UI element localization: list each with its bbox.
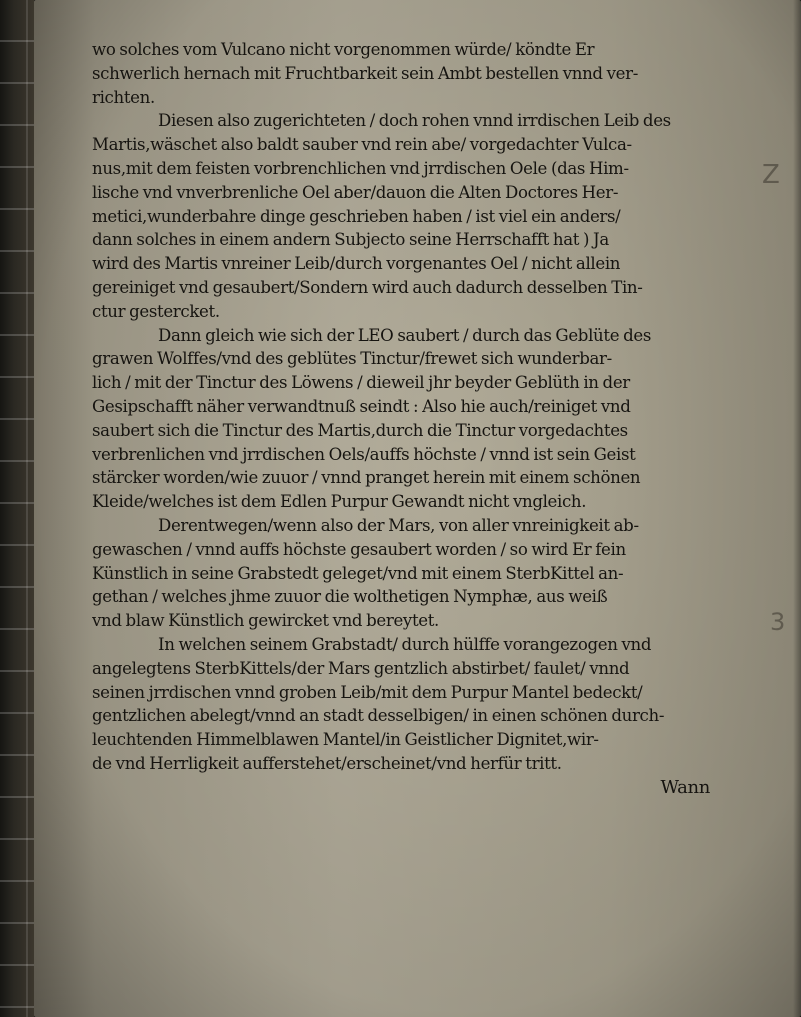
text-line: In welchen seinem Grabstadt/ durch hülffe vorangezogen vnd <box>158 634 652 654</box>
text-line: stärcker worden/wie zuuor / vnnd pranget herein mit einem schönen <box>92 468 641 488</box>
catchword: Wann <box>660 776 710 798</box>
book-page <box>34 0 801 1017</box>
text-line: seinen jrrdischen vnnd groben Leib/mit dem Purpur Mantel bedeckt/ <box>92 682 643 702</box>
text-line: gentzlichen abelegt/vnnd an stadt desselbigen/ in einen schönen durch- <box>92 706 665 726</box>
text-line: ctur gestercket. <box>92 301 220 321</box>
text-line: angelegtens SterbKittels/der Mars gentzlich abstirbet/ faulet/ vnnd <box>92 658 630 678</box>
book-binding <box>0 0 34 1017</box>
text-line: Künstlich in seine Grabstedt geleget/vnd mit einem SterbKittel an- <box>92 563 624 583</box>
text-line: Martis,wäschet also baldt sauber vnd rein abe/ vorgedachter Vulca- <box>92 135 632 155</box>
text-line: saubert sich die Tinctur des Martis,durch die Tinctur vorgedachtes <box>92 420 628 440</box>
text-line: lich / mit der Tinctur des Löwens / dieweil jhr beyder Geblüth in der <box>92 373 630 393</box>
text-line: richten. <box>92 87 155 107</box>
text-line: gewaschen / vnnd auffs höchste gesaubert worden / so wird Er fein <box>92 539 626 559</box>
text-line: metici,wunderbahre dinge geschrieben haben / ist viel ein anders/ <box>92 206 621 226</box>
text-line: nus,mit dem feisten vorbrenchlichen vnd jrrdischen Oele (das Him- <box>92 158 629 178</box>
margin-mark: 3 <box>770 608 786 636</box>
text-line: verbrenlichen vnd jrrdischen Oels/auffs höchste / vnnd ist sein Geist <box>92 444 636 464</box>
text-line: gereiniget vnd gesaubert/Sondern wird auch dadurch desselben Tin- <box>92 277 643 297</box>
page-text <box>92 38 722 800</box>
text-line: gethan / welches jhme zuuor die wolthetigen Nymphæ, aus weiß <box>92 587 608 607</box>
text-line: Derentwegen/wenn also der Mars, von aller vnreinigkeit ab- <box>158 515 639 535</box>
text-line: Diesen also zugerichteten / doch rohen vnnd irrdischen Leib des <box>158 111 671 131</box>
text-line: Dann gleich wie sich der LEO saubert / durch das Geblüte des <box>158 325 651 345</box>
text-line: wo solches vom Vulcano nicht vorgenommen würde/ köndte Er <box>92 40 595 59</box>
page-edge-shadow <box>793 0 801 1017</box>
text-line: schwerlich hernach mit Fruchtbarkeit sein Ambt bestellen vnnd ver- <box>92 63 638 83</box>
text-line: Gesipschafft näher verwandtnuß seindt : Also hie auch/reiniget vnd <box>92 396 631 416</box>
text-line: vnd blaw Künstlich gewircket vnd bereytet. <box>92 611 439 631</box>
text-line: Kleide/welches ist dem Edlen Purpur Gewandt nicht vngleich. <box>92 492 587 512</box>
text-line: lische vnd vnverbrenliche Oel aber/dauon die Alten Doctores Her- <box>92 182 619 202</box>
text-line: dann solches in einem andern Subjecto seine Herrschafft hat ) Ja <box>92 230 609 250</box>
text-line: wird des Martis vnreiner Leib/durch vorgenantes Oel / nicht allein <box>92 254 621 274</box>
margin-mark: Z <box>762 160 780 190</box>
text-line: leuchtenden Himmelblawen Mantel/in Geistlicher Dignitet,wir- <box>92 730 599 750</box>
text-line: de vnd Herrligkeit aufferstehet/erscheinet/vnd herfür tritt. <box>92 753 562 773</box>
text-line: grawen Wolffes/vnd des geblütes Tinctur/frewet sich wunderbar- <box>92 349 612 369</box>
